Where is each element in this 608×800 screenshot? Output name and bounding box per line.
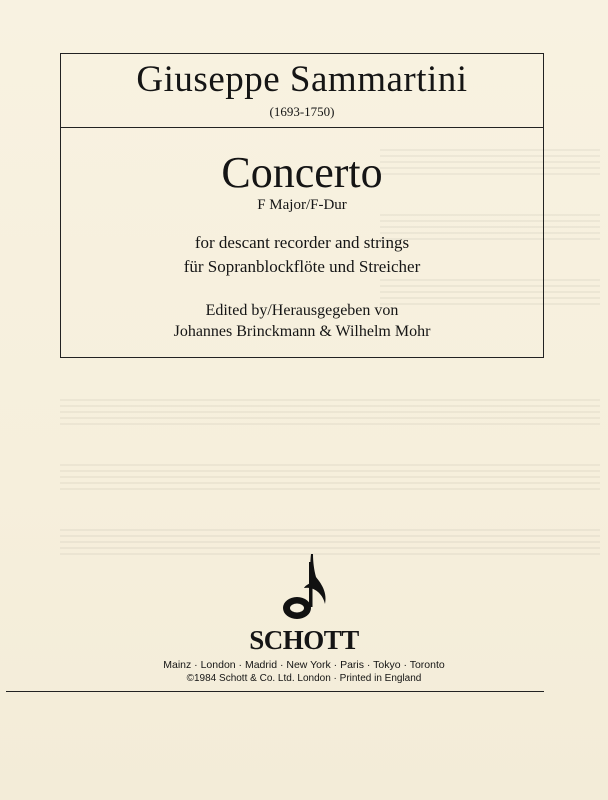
- copyright-notice: ©1984 Schott & Co. Ltd. London · Printed in England: [186, 673, 422, 684]
- editor-names: Johannes Brinckmann & Wilhelm Mohr: [173, 323, 431, 340]
- work-key: F Major/F-Dur: [257, 197, 347, 213]
- instrumentation-german: für Sopranblockflöte und Streicher: [183, 257, 421, 276]
- instrumentation-english: for descant recorder and strings: [194, 233, 410, 252]
- publisher-name: SCHOTT: [249, 625, 359, 655]
- footer-rule: [6, 691, 544, 692]
- quarter-note-logo-icon: [280, 550, 330, 625]
- composer-name: Giuseppe Sammartini: [136, 59, 468, 100]
- work-title: Concerto: [221, 148, 383, 197]
- editor-label: Edited by/Herausgegeben von: [205, 302, 399, 319]
- title-divider: [60, 127, 544, 128]
- composer-dates: (1693-1750): [269, 104, 335, 119]
- publisher-cities: Mainz · London · Madrid · New York · Paris · Tokyo · Toronto: [163, 659, 445, 671]
